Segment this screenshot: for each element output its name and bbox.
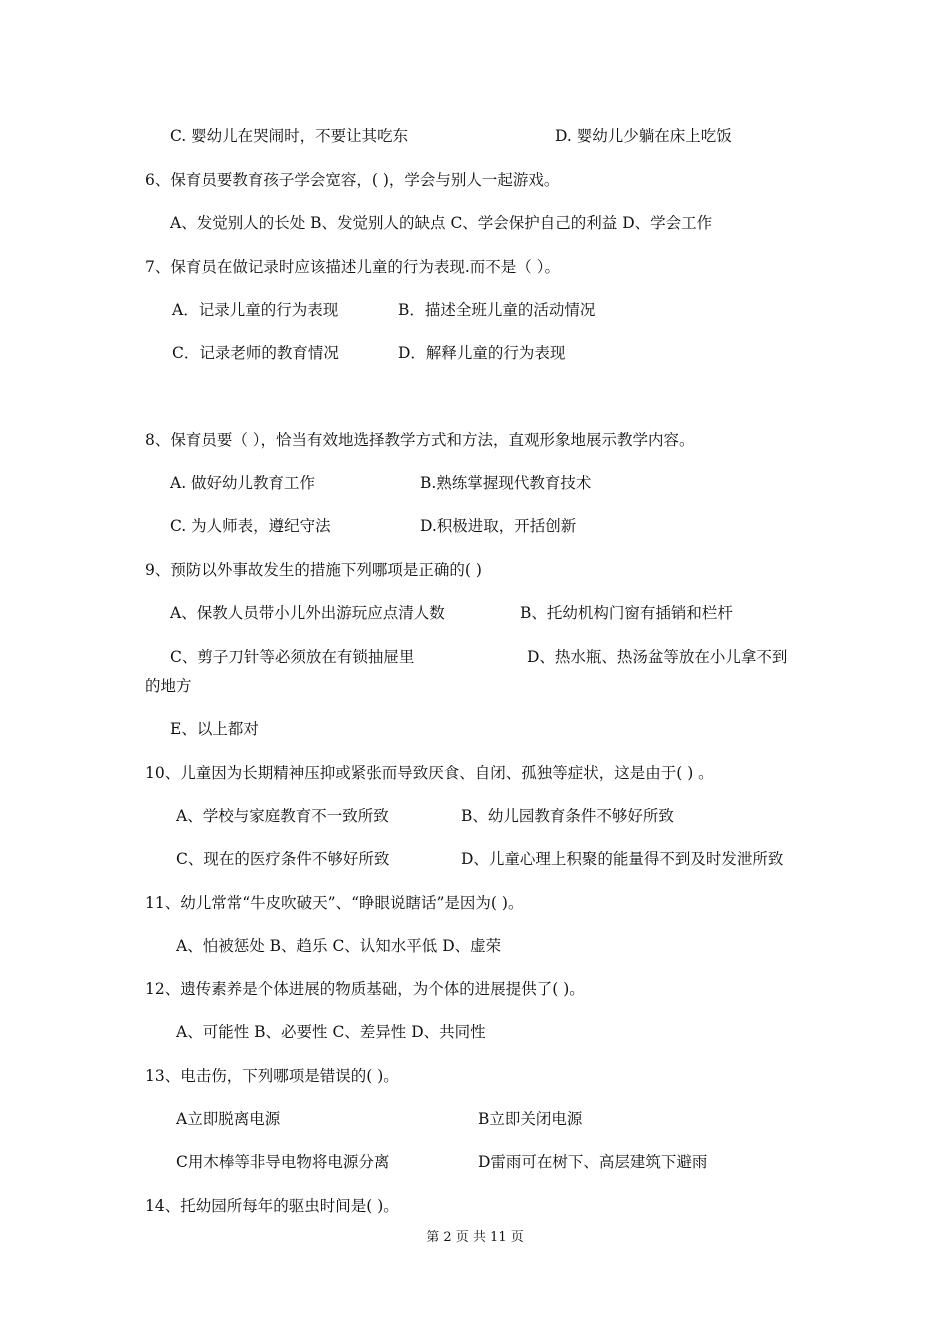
option-13a: A立即脱离电源 xyxy=(176,1110,281,1128)
option-7d: D．解释儿童的行为表现 xyxy=(398,344,566,362)
question-11-stem: 11、幼儿常常“牛皮吹破天”、“睁眼说瞎话”是因为( )。 xyxy=(145,894,524,912)
question-6-options: A、发觉别人的长处 B、发觉别人的缺点 C、学会保护自己的利益 D、学会工作 xyxy=(170,214,713,232)
question-6-stem: 6、保育员要教育孩子学会宽容，( )，学会与别人一起游戏。 xyxy=(145,171,560,189)
option-7b: B．描述全班儿童的活动情况 xyxy=(398,301,596,319)
option-9a: A、保教人员带小儿外出游玩应点清人数 xyxy=(170,604,445,622)
option-10b: B、幼儿园教育条件不够好所致 xyxy=(461,807,674,825)
option-9c: C、剪子刀针等必须放在有锁抽屉里 xyxy=(170,648,415,666)
option-9d: D、热水瓶、热汤盆等放在小儿拿不到 xyxy=(527,648,788,666)
option-13d: D雷雨可在树下、高层建筑下避雨 xyxy=(478,1153,708,1171)
option-10c: C、现在的医疗条件不够好所致 xyxy=(176,850,390,868)
option-7a: A．记录儿童的行为表现 xyxy=(172,301,339,319)
option-13b: B立即关闭电源 xyxy=(478,1110,583,1128)
question-8-stem: 8、保育员要（ ），恰当有效地选择教学方式和方法，直观形象地展示教学内容。 xyxy=(145,431,695,449)
question-9-stem: 9、预防以外事故发生的措施下列哪项是正确的( ) xyxy=(145,561,482,579)
question-13-stem: 13、电击伤，下列哪项是错误的( )。 xyxy=(145,1067,399,1085)
question-12-options: A、可能性 B、必要性 C、差异性 D、共同性 xyxy=(176,1023,486,1041)
option-10d: D、儿童心理上积聚的能量得不到及时发泄所致 xyxy=(461,850,784,868)
option-8d: D.积极进取，开括创新 xyxy=(420,517,577,535)
option-7c: C．记录老师的教育情况 xyxy=(172,344,339,362)
option-10a: A、学校与家庭教育不一致所致 xyxy=(176,807,389,825)
question-10-stem: 10、儿童因为长期精神压抑或紧张而导致厌食、自闭、孤独等症状，这是由于( ) 。 xyxy=(145,764,714,782)
option-8a: A. 做好幼儿教育工作 xyxy=(170,474,316,492)
option-8c: C. 为人师表，遵纪守法 xyxy=(170,517,331,535)
option-9b: B、托幼机构门窗有插销和栏杆 xyxy=(520,604,733,622)
question-12-stem: 12、遗传素养是个体进展的物质基础，为个体的进展提供了( )。 xyxy=(145,980,585,998)
option-5d: D. 婴幼儿少躺在床上吃饭 xyxy=(555,127,732,145)
option-9e: E、以上都对 xyxy=(170,720,259,738)
question-14-stem: 14、托幼园所每年的驱虫时间是( )。 xyxy=(145,1197,399,1215)
question-7-stem: 7、保育员在做记录时应该描述儿童的行为表现.而不是（ ）。 xyxy=(145,258,560,276)
question-11-options: A、怕被惩处 B、趋乐 C、认知水平低 D、虚荣 xyxy=(176,937,502,955)
option-9d-continued: 的地方 xyxy=(145,677,192,695)
option-13c: C用木棒等非导电物将电源分离 xyxy=(176,1153,390,1171)
page-footer: 第 2 页 共 11 页 xyxy=(426,1230,524,1245)
option-8b: B.熟练掌握现代教育技术 xyxy=(420,474,592,492)
option-5c: C. 婴幼儿在哭闹时，不要让其吃东 xyxy=(170,127,409,145)
